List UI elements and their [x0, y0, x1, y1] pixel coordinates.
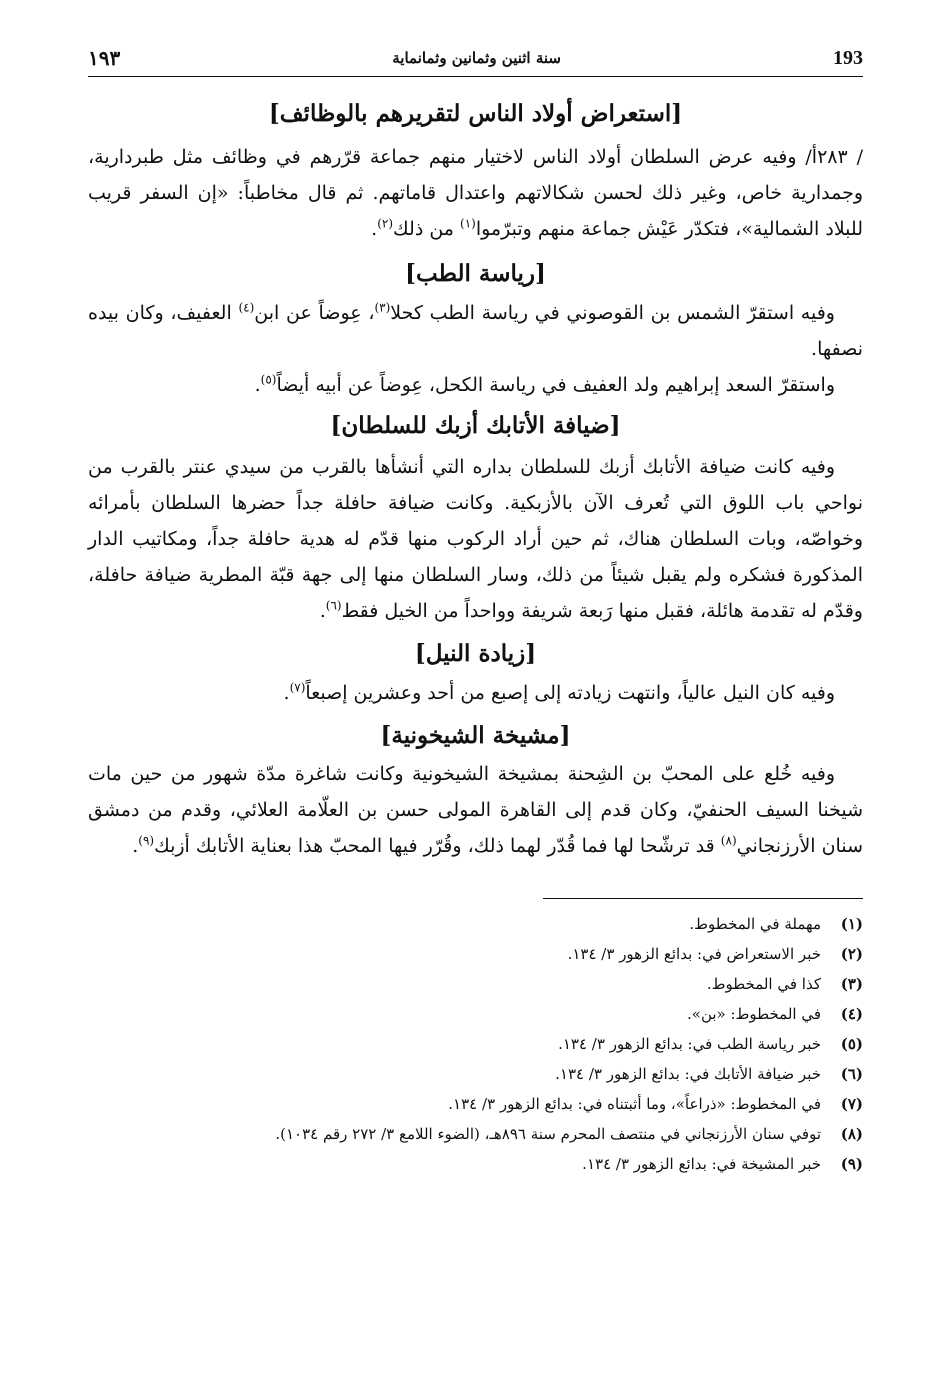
footnote-number: (٣) — [840, 975, 863, 994]
footnotes-list — [88, 909, 863, 1179]
footnote — [88, 1149, 863, 1179]
footnote — [88, 969, 863, 999]
book-page — [88, 40, 863, 1179]
footnote-number: (٤) — [840, 1005, 863, 1024]
footnote-ref: (١) — [460, 216, 476, 231]
footnote — [88, 1029, 863, 1059]
footnote-ref: (٢) — [377, 216, 394, 231]
paragraph: وفيه خُلع على المحبّ بن الشِحنة بمشيخة الشيخونية وكانت شاغرة مدّة شهور من حين مات شيخنا السيف الحنفيّ، وكان قدم إلى القاهرة المولى حسن بن العلّامة العلائي، وقدم من دمشق سنان الأرزنجاني$^{(٨)}$ قد ترشّحا لها فما قُدّر لهما ذلك، وقُرّر فيها المحبّ هذا بعناية الأتابك أزبك$^{(٩)}$. — [88, 763, 863, 858]
footnote-ref: (٨) — [720, 834, 737, 849]
footnote-text: في المخطوط: «ذراعاً»، وما أثبتناه في: بدائع الزهور ٣/ ١٣٤. — [448, 1095, 821, 1114]
footnote-number: (٢) — [840, 945, 863, 964]
running-title: سنة اثنين وثمانين وثمانماية — [392, 49, 561, 67]
footnote — [88, 1059, 863, 1089]
footnote-number: (٧) — [840, 1095, 863, 1114]
footnote-ref: (٣) — [374, 300, 391, 315]
page-number-latin: 193 — [833, 46, 863, 69]
footnote-number: (٨) — [840, 1125, 863, 1144]
footnote-text: خبر المشيخة في: بدائع الزهور ٣/ ١٣٤. — [582, 1155, 821, 1174]
footnote-text: توفي سنان الأرزنجاني في منتصف المحرم سنة ٨٩٦هـ، (الضوء اللامع ٣/ ٢٧٢ رقم ١٠٣٤). — [275, 1125, 821, 1144]
paragraph: وفيه كان النيل عالياً، وانتهت زيادته إلى إصبع من أحد وعشرين إصبعاً$^{(٧)}$. — [283, 680, 835, 704]
footnote — [88, 939, 863, 969]
footnote-text: خبر رياسة الطب في: بدائع الزهور ٣/ ١٣٤. — [558, 1035, 821, 1054]
footnote — [88, 1119, 863, 1149]
footnote-number: (١) — [840, 915, 863, 934]
footnote-ref: (٦) — [325, 598, 342, 613]
running-header — [88, 40, 863, 77]
section-heading: [رياسة الطب] — [405, 259, 546, 287]
page-number-arabic: ١٩٣ — [88, 46, 121, 70]
section-heading: [زيادة النيل] — [414, 639, 537, 667]
section-heading: [استعراض أولاد الناس لتقريرهم بالوظائف] — [268, 100, 683, 127]
section-heading: [مشيخة الشيخونية] — [380, 721, 571, 749]
paragraph: / ٢٨٣أ/ وفيه عرض السلطان أولاد الناس لاختيار منهم جماعة قرّرهم في وظائف مثل طبردارية، وجمدارية خاص، وغير ذلك لحسن شكالاتهم واعتدال قاماتهم. ثم قال مخاطباً: «إن السفر قريب للبلاد الشمالية»، فتكدّر عَيْش جماعة منهم وتبرّموا$^{(١)}$ من ذلك$^{(٢)}$. — [88, 145, 863, 240]
footnote-number: (٦) — [840, 1065, 863, 1084]
paragraph: واستقرّ السعد إبراهيم ولد العفيف في رياسة الكحل، عِوضاً عن أبيه أيضاً$^{(٥)}$. — [254, 372, 835, 396]
footnote-ref: (٧) — [289, 680, 306, 695]
footnote — [88, 999, 863, 1029]
paragraph: وفيه كانت ضيافة الأتابك أزبك للسلطان بداره التي أنشأها بالقرب من سيدي عنتر بالقرب من نواحي باب اللوق التي تُعرف الآن بالأزبكية. وكانت ضيافة حافلة جداً حضرها السلطان بأمرائه وخواصّه، وبات السلطان هناك، ثم حين أراد الركوب منها قدّم له هدية حافلة جداً، ومكاتيب الدار المذكورة فشكره ولم يقبل شيئاً من ذلك، وسار السلطان منها إلى جهة قبّة المطرية ضيافة حافلة، وقدّم له تقدمة هائلة، فقبل منها رَبعة شريفة وواحداً من الخيل فقط$^{(٦)}$. — [88, 455, 863, 622]
footnote-ref: (٩) — [138, 834, 155, 849]
footnote-number: (٩) — [840, 1155, 863, 1174]
footnote-text: كذا في المخطوط. — [706, 975, 821, 994]
footnote — [88, 909, 863, 939]
footnote-ref: (٤) — [238, 300, 255, 315]
footnote-text: مهملة في المخطوط. — [689, 915, 821, 934]
footnote-ref: (٥) — [260, 372, 277, 387]
footnote-text: خبر ضيافة الأتابك في: بدائع الزهور ٣/ ١٣٤. — [555, 1065, 821, 1084]
section-heading: [ضيافة الأتابك أزبك للسلطان] — [330, 411, 621, 439]
footnote — [88, 1089, 863, 1119]
footnote-text: خبر الاستعراض في: بدائع الزهور ٣/ ١٣٤. — [567, 945, 821, 964]
footnote-number: (٥) — [840, 1035, 863, 1054]
paragraph: وفيه استقرّ الشمس بن القوصوني في رياسة الطب كحلا$^{(٣)}$، عِوضاً عن ابن$^{(٤)}$ العفيف، وكان بيده نصفها. — [88, 300, 863, 360]
footnote-text: في المخطوط: «بن». — [687, 1005, 821, 1024]
